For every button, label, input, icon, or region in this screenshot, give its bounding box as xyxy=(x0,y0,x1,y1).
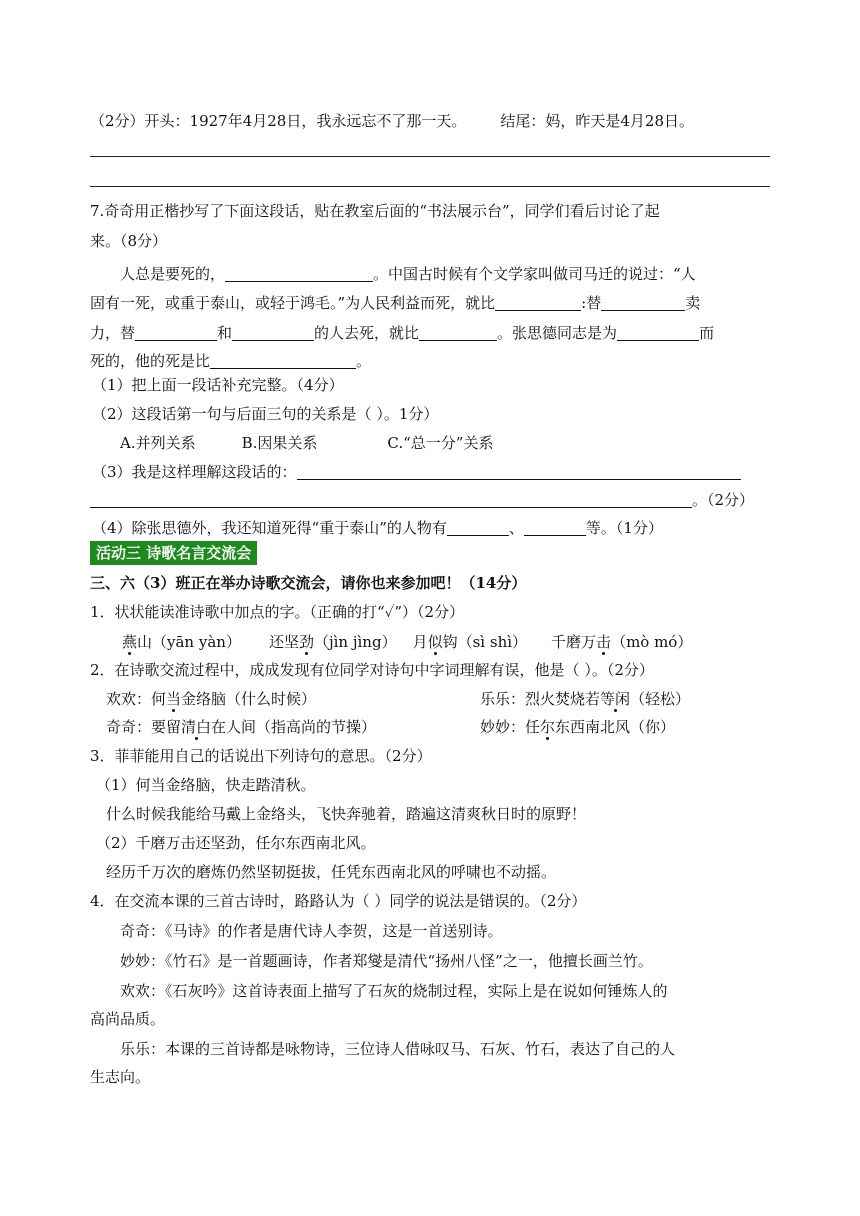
blank-1[interactable] xyxy=(225,265,373,282)
q7-sub-2: （2）这段话第一句与后面三句的关系是（ ）。1分） xyxy=(92,405,439,423)
q7-passage-line-4: 死的，他的死是比 。 xyxy=(90,352,372,370)
blank-understanding-2[interactable] xyxy=(90,491,692,508)
s3-q2-d[interactable]: 妙妙：任尔东西南北风（你） xyxy=(480,718,676,736)
q6-ending: 结尾：妈，昨天是4月28日。 xyxy=(500,112,694,130)
q7-sub-3: （3）我是这样理解这段话的： xyxy=(92,461,741,483)
s3-q4-label: 4．在交流本课的三首古诗时，路路认为（ ）同学的说法是错误的。（2分） xyxy=(90,892,587,910)
answer-line-1[interactable] xyxy=(90,156,770,157)
s3-q3-line-1: （1）何当金络脑，快走踏清秋。 xyxy=(96,776,316,794)
q7-prompt-1: 7.奇奇用正楷抄写了下面这段话，贴在教室后面的“书法展示台”，同学们看后讨论了起 xyxy=(90,202,660,220)
q7-sub-3-cont: 。（2分） xyxy=(90,489,754,511)
q7-prompt-2: 来。（8分） xyxy=(90,232,168,250)
q6-text xyxy=(90,110,694,132)
option-a[interactable]: A.并列关系 xyxy=(120,434,196,452)
blank-person-2[interactable] xyxy=(524,519,586,536)
s3-q2-c[interactable]: 奇奇：要留清白在人间（指高尚的节操） xyxy=(106,718,377,736)
option-c[interactable]: C.“总一分”关系 xyxy=(387,434,494,452)
pinyin-item-2[interactable]: 还坚劲（jìn jìng） xyxy=(268,633,397,651)
q7-options xyxy=(120,432,493,454)
s3-q4-line-4: 乐乐：本课的三首诗都是咏物诗，三位诗人借咏叹马、石灰、竹石，表达了自己的人 xyxy=(120,1040,676,1058)
blank-understanding-1[interactable] xyxy=(297,463,741,480)
blank-person-1[interactable] xyxy=(447,519,509,536)
s3-q3-line-2: 什么时候我能给马戴上金络头，飞快奔驰着，踏遍这清爽秋日时的原野！ xyxy=(106,805,587,823)
blank-2[interactable] xyxy=(495,294,581,311)
q6-opening: （2分）开头：1927年4月28日，我永远忘不了那一天。 xyxy=(90,112,467,130)
pinyin-item-4[interactable]: 千磨万击（mò mó） xyxy=(551,633,693,651)
option-b[interactable]: B.因果关系 xyxy=(241,434,318,452)
q7-passage-line-3: 力，替 和 的人去死，就比 。张思德同志是为 而 xyxy=(90,324,715,342)
blank-4[interactable] xyxy=(135,324,217,341)
answer-line-2[interactable] xyxy=(90,186,770,187)
section3-heading: 三、六（3）班正在举办诗歌交流会，请你也来参加吧！（14分） xyxy=(90,574,527,592)
s3-q2-label: 2．在诗歌交流过程中，成成发现有位同学对诗句中字词理解有误，他是（ ）。（2分） xyxy=(90,661,654,679)
s3-q4-line-4b: 生志向。 xyxy=(90,1068,151,1086)
blank-3[interactable] xyxy=(601,294,685,311)
s3-q2-a[interactable]: 欢欢：何当金络脑（什么时候） xyxy=(106,690,317,708)
blank-6[interactable] xyxy=(419,324,497,341)
s3-q3-line-4: 经历千万次的磨炼仍然坚韧挺拔，任凭东西南北风的呼啸也不动摇。 xyxy=(106,863,557,881)
s3-q2-b[interactable]: 乐乐：烈火焚烧若等闲（轻松） xyxy=(480,690,691,708)
blank-5[interactable] xyxy=(232,324,314,341)
pinyin-item-3[interactable]: 月似钩（sì shì） xyxy=(412,633,528,651)
s3-q3-label: 3．菲菲能用自己的话说出下列诗句的意思。（2分） xyxy=(90,747,432,765)
q7-passage-line-1: 人总是要死的， 。中国古时候有个文学家叫做司马迁的说过：“人 xyxy=(120,265,696,283)
q7-sub-4: （4）除张思德外，我还知道死得“重于泰山”的人物有 、 等。（1分） xyxy=(92,519,663,537)
q7-sub-1: （1）把上面一段话补充完整。（4分） xyxy=(92,376,344,394)
q7-passage-line-2: 固有一死，或重于泰山，或轻于鸿毛。”为人民利益而死，就比 :替 卖 xyxy=(90,294,701,312)
s3-q4-line-3b: 高尚品质。 xyxy=(90,1010,166,1028)
activity-banner: 活动三 诗歌名言交流会 xyxy=(90,541,257,565)
blank-7[interactable] xyxy=(617,324,699,341)
s3-q4-line-2: 妙妙：《竹石》是一首题画诗，作者郑燮是清代“扬州八怪”之一，他擅长画兰竹。 xyxy=(120,952,653,970)
pinyin-item-1[interactable]: 燕山（yān yàn） xyxy=(122,633,241,651)
s3-q4-line-3: 欢欢：《石灰吟》这首诗表面上描写了石灰的烧制过程，实际上是在说如何锤炼人的 xyxy=(120,982,668,1000)
s3-q4-line-1: 奇奇：《马诗》的作者是唐代诗人李贺，这是一首送别诗。 xyxy=(120,922,503,940)
s3-q1-label: 1．状状能读准诗歌中加点的字。（正确的打“✓”）（2分） xyxy=(90,603,465,621)
s3-q3-line-3: （2）千磨万击还坚劲，任尔东西南北风。 xyxy=(96,834,376,852)
s3-q1-items xyxy=(122,631,692,653)
blank-8[interactable] xyxy=(210,352,356,369)
